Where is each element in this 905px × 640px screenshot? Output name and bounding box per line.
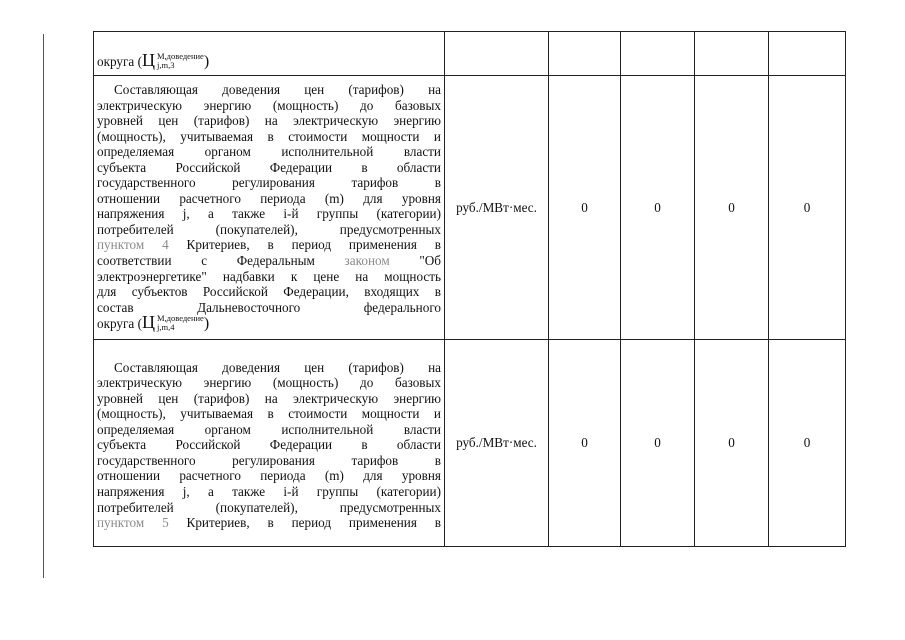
value-cell: 0 xyxy=(549,340,621,547)
value-cell: 0 xyxy=(621,76,695,340)
symbol-subscript: j,m,4 xyxy=(156,322,175,333)
desc-line: уровней цен (тарифов) на электрическую энергию xyxy=(97,113,441,129)
desc-line: (мощность), учитываемая в стоимости мощности и xyxy=(97,128,441,144)
desc-line: напряжения j, а также i-й группы (категории) xyxy=(97,206,441,222)
desc-line: электрическую энергию (мощность) до базовых xyxy=(97,97,441,113)
unit-cell: руб./МВт·мес. xyxy=(445,340,549,547)
value-cell: 0 xyxy=(695,340,769,547)
indicator-description xyxy=(94,32,445,76)
symbol-indices xyxy=(157,52,204,70)
desc-line: отношении расчетного периода (m) для уровня xyxy=(97,468,441,484)
price-symbol: Ц xyxy=(141,312,156,333)
desc-line: уровней цен (тарифов) на электрическую энергию xyxy=(97,390,441,406)
unit-cell: руб./МВт·мес. xyxy=(445,76,549,340)
desc-line: пунктом 5 Критериев, в период применения в xyxy=(97,515,441,531)
criteria-link[interactable]: пунктом 4 xyxy=(97,237,169,253)
symbol-superscript: М,доведение xyxy=(156,313,204,324)
indicator-description xyxy=(94,76,445,340)
desc-line: (мощность), учитываемая в стоимости мощности и xyxy=(97,406,441,422)
value-cell xyxy=(695,32,769,76)
close-paren: ) xyxy=(203,315,210,333)
desc-line: электрическую энергию (мощность) до базовых xyxy=(97,375,441,391)
desc-line: субъекта Российской Федерации в области xyxy=(97,159,441,175)
symbol-superscript: М,доведение xyxy=(156,51,204,61)
desc-line: государственного регулирования тарифов в xyxy=(97,452,441,468)
desc-line: напряжения j, а также i-й группы (категории) xyxy=(97,484,441,500)
value-cell: 0 xyxy=(769,76,846,340)
desc-line: округа (Ц М,доведение j,m,4 ) xyxy=(97,312,210,333)
value-cell xyxy=(769,32,846,76)
desc-line: для субъектов Российской Федерации, входящих в xyxy=(97,284,441,300)
symbol-subscript: j,m,3 xyxy=(156,60,175,70)
desc-line: электроэнергетике" надбавки к цене на мощность xyxy=(97,268,441,284)
desc-line: пунктом 4 Критериев, в период применения в xyxy=(97,237,441,253)
value-cell: 0 xyxy=(621,340,695,547)
desc-line: определяемая органом исполнительной власти xyxy=(97,144,441,160)
table-row xyxy=(94,32,846,76)
indicator-description xyxy=(94,340,445,547)
value-cell xyxy=(621,32,695,76)
value-cell: 0 xyxy=(769,340,846,547)
desc-line: потребителей (покупателей), предусмотренных xyxy=(97,221,441,237)
desc-line: отношении расчетного периода (m) для уровня xyxy=(97,190,441,206)
value-cell xyxy=(549,32,621,76)
criteria-link[interactable]: пунктом 5 xyxy=(97,515,169,531)
desc-line: состав Дальневосточного федерального xyxy=(97,299,441,315)
close-paren: ) xyxy=(203,53,210,71)
desc-line: Составляющая доведения цен (тарифов) на xyxy=(114,82,441,97)
symbol-indices xyxy=(157,314,204,332)
desc-line: соответствии с Федеральным законом "Об xyxy=(97,253,441,269)
page-margin-line xyxy=(43,34,44,578)
value-cell: 0 xyxy=(549,76,621,340)
desc-line: определяемая органом исполнительной власти xyxy=(97,421,441,437)
desc-line: государственного регулирования тарифов в xyxy=(97,175,441,191)
desc-line: субъекта Российской Федерации в области xyxy=(97,437,441,453)
value-cell: 0 xyxy=(695,76,769,340)
unit-cell xyxy=(445,32,549,76)
desc-line: Составляющая доведения цен (тарифов) на xyxy=(114,359,441,375)
desc-line: потребителей (покупателей), предусмотренных xyxy=(97,499,441,515)
table-row xyxy=(94,340,846,547)
law-link[interactable]: законом xyxy=(344,253,390,269)
desc-text: округа ( xyxy=(97,54,142,70)
table-row xyxy=(94,76,846,340)
price-symbol: Ц xyxy=(141,50,156,71)
tariff-table xyxy=(93,31,846,547)
